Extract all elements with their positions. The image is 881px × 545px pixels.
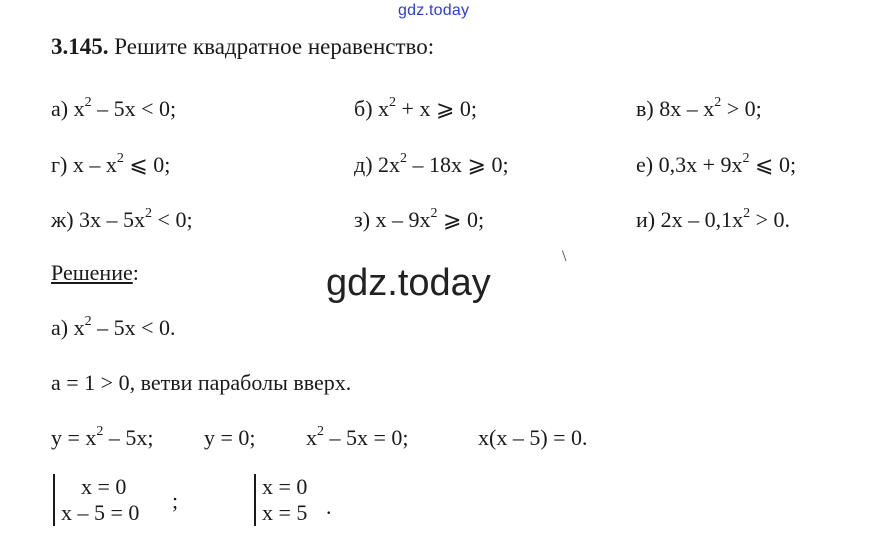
problem-zh <box>51 207 193 233</box>
problem-label: е) <box>636 152 654 177</box>
exponent: 2 <box>145 205 153 221</box>
solution-line-1 <box>51 315 176 341</box>
expr-part: + x ⩾ 0; <box>396 96 477 121</box>
problem-label: ж) <box>51 207 74 232</box>
problem-label: б) <box>354 96 373 121</box>
expr-part: ⩽ 0; <box>123 152 171 177</box>
expr-part: x <box>73 96 85 121</box>
problem-label: в) <box>636 96 654 121</box>
exponent: 2 <box>743 205 751 221</box>
solution-heading <box>51 260 139 286</box>
system-2 <box>254 474 307 526</box>
expr-part: x – x <box>72 152 117 177</box>
expr-part: – 5x = 0; <box>324 425 409 450</box>
expr-part: x – 9x <box>375 207 431 232</box>
expr-part: – 5x < 0; <box>91 96 177 121</box>
exponent: 2 <box>430 205 438 221</box>
watermark-top: gdz.today <box>398 2 470 19</box>
system-1 <box>53 474 139 526</box>
exponent: 2 <box>317 423 324 439</box>
solution-line-3-eq1 <box>51 425 154 451</box>
expr-part: > 0. <box>750 207 791 232</box>
expr-part: y = x <box>51 425 97 450</box>
problem-v <box>636 96 762 122</box>
problem-label: а) <box>51 96 69 121</box>
solution-line-3-eq3 <box>306 425 409 451</box>
problem-i <box>636 207 790 233</box>
expr-part: – 5x; <box>103 425 154 450</box>
system-row: x = 0 <box>81 474 127 499</box>
problem-title <box>51 34 434 60</box>
exponent: 2 <box>742 150 750 166</box>
problem-z <box>354 207 484 233</box>
problem-label: г) <box>51 152 68 177</box>
problem-statement: Решите квадратное неравенство: <box>114 34 435 59</box>
problem-number: 3.145. <box>51 34 109 59</box>
problem-g <box>51 152 170 178</box>
solution-heading-text: Решение <box>51 260 133 285</box>
problem-b <box>354 96 477 122</box>
problem-label: д) <box>354 152 373 177</box>
expr-part: а) x <box>51 315 85 340</box>
watermark-center: gdz.today <box>326 262 491 304</box>
stray-mark: \ <box>562 248 567 265</box>
system-2-separator: . <box>326 494 332 519</box>
exponent: 2 <box>714 94 722 110</box>
solution-line-2: a = 1 > 0, ветви параболы вверх. <box>51 370 352 395</box>
problem-e <box>636 152 796 178</box>
problem-d <box>354 152 509 178</box>
solution-line-3-eq4: x(x – 5) = 0. <box>478 425 588 450</box>
exponent: 2 <box>389 94 397 110</box>
exponent: 2 <box>84 94 92 110</box>
expr-part: x <box>378 96 390 121</box>
exponent: 2 <box>96 423 104 439</box>
solution-line-3-eq2: y = 0; <box>204 425 256 450</box>
system-row: x – 5 = 0 <box>61 500 140 525</box>
expr-part: – 18x ⩾ 0; <box>407 152 509 177</box>
expr-part: 0,3x + 9x <box>658 152 743 177</box>
system-row: x = 0 <box>262 474 308 499</box>
problem-label: и) <box>636 207 656 232</box>
expr-part: 2x – 0,1x <box>660 207 744 232</box>
expr-part: ⩾ 0; <box>437 207 485 232</box>
expr-part: 8x – x <box>659 96 715 121</box>
solution-heading-colon: : <box>132 260 139 285</box>
expr-part: 2x <box>378 152 401 177</box>
expr-part: > 0; <box>721 96 762 121</box>
exponent: 2 <box>116 150 124 166</box>
expr-part: 3x – 5x <box>79 207 146 232</box>
system-1-separator: ; <box>172 488 179 513</box>
exponent: 2 <box>400 150 408 166</box>
expr-part: – 5x < 0. <box>91 315 176 340</box>
expr-part: x <box>306 425 317 450</box>
expr-part: < 0; <box>152 207 193 232</box>
expr-part: ⩽ 0; <box>749 152 797 177</box>
problem-a <box>51 96 176 122</box>
problem-label: з) <box>354 207 371 232</box>
exponent: 2 <box>84 313 92 329</box>
system-row: x = 5 <box>262 500 308 525</box>
